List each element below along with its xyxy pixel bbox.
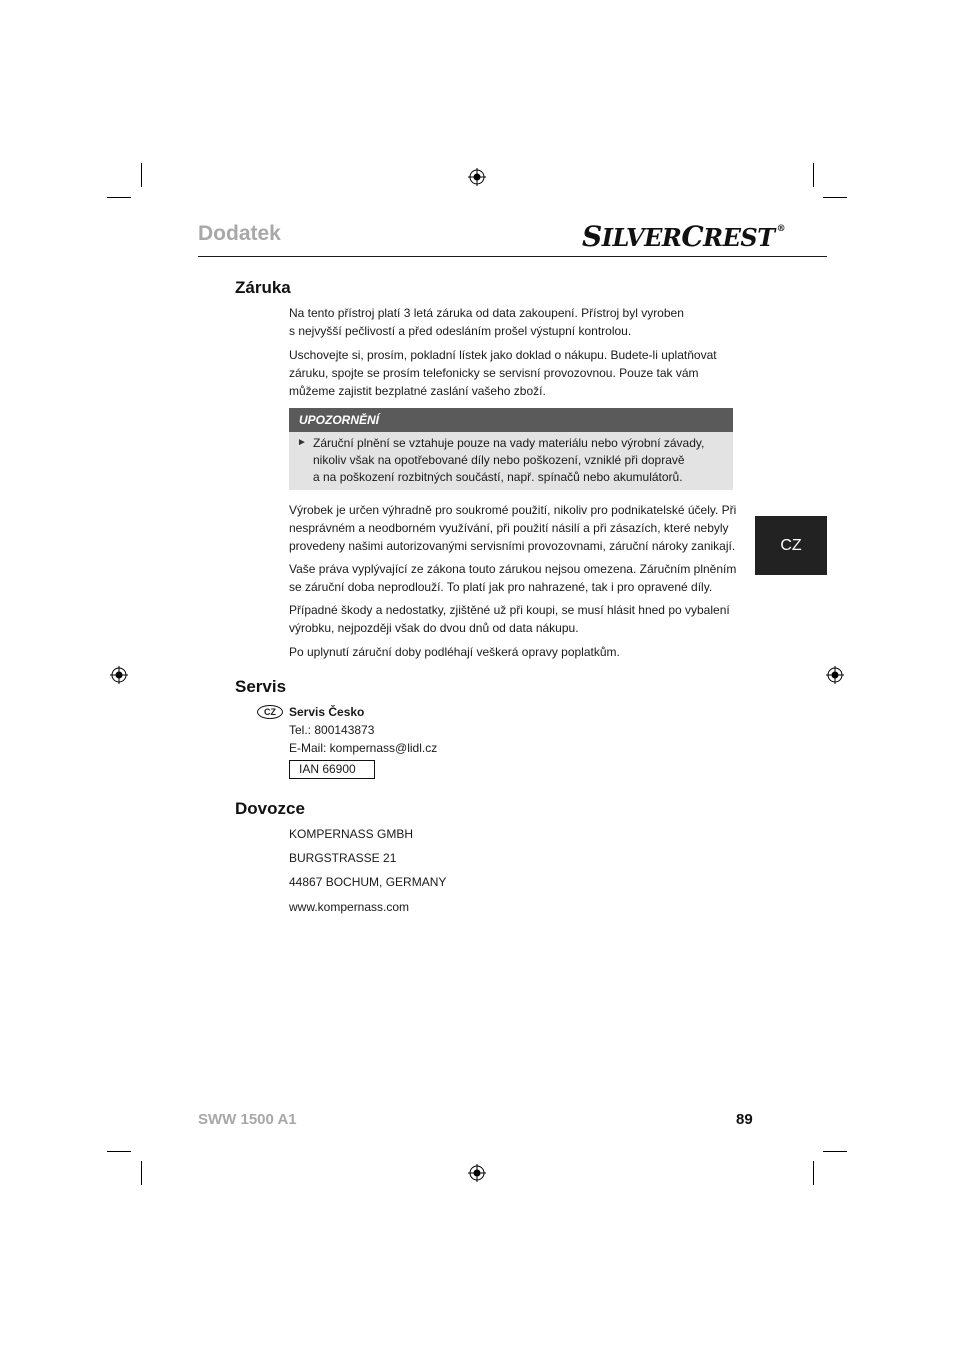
importer-city: 44867 BOCHUM, GERMANY	[289, 875, 447, 889]
bullet-arrow-icon: ►	[297, 437, 307, 448]
importer-company: KOMPERNASS GMBH	[289, 827, 414, 841]
importer-street: BURGSTRASSE 21	[289, 851, 397, 865]
header-divider	[198, 256, 827, 257]
registration-mark-icon	[468, 1164, 486, 1182]
warranty-paragraph-3: Výrobek je určen výhradně pro soukromé použití, nikoliv pro podnikatelské účely. Při nesprávném a neodborném využívání, při použití násilí a při zásazích, které nebyly provedeny našimi autorizovanými servisními provozovnami, záruční nároky zanikají.	[289, 503, 737, 553]
crop-mark	[813, 1161, 814, 1185]
brand-logo: SILVERCREST ®	[582, 220, 786, 253]
warranty-heading: Záruka	[235, 278, 291, 297]
importer-heading: Dovozce	[235, 799, 305, 818]
crop-mark	[813, 163, 814, 187]
crop-mark	[141, 1161, 142, 1185]
footer-model: SWW 1500 A1	[198, 1111, 297, 1128]
service-name: Servis Česko	[289, 705, 365, 719]
importer-website: www.kompernass.com	[289, 900, 410, 914]
service-phone: Tel.: 800143873	[289, 723, 375, 737]
crop-mark	[107, 197, 131, 198]
crop-mark	[107, 1151, 131, 1152]
warranty-paragraph-5: Případné škody a nedostatky, zjištěné už při koupi, se musí hlásit hned po vybalení výrobku, nejpozději však do dvou dnů od data nákupu.	[289, 603, 730, 635]
registration-mark-icon	[826, 666, 844, 684]
language-tab: CZ	[755, 516, 827, 575]
warranty-paragraph-1: Na tento přístroj platí 3 letá záruka od data zakoupení. Přístroj byl vyroben s nejvyšší pečlivostí a před odesláním prošel výstupní kontrolou.	[289, 306, 684, 338]
warranty-paragraph-6: Po uplynutí záruční doby podléhají veškerá opravy poplatkům.	[289, 645, 620, 659]
page-number: 89	[736, 1111, 753, 1128]
service-email: E-Mail: kompernass@lidl.cz	[289, 741, 438, 755]
warranty-paragraph-2: Uschovejte si, prosím, pokladní lístek jako doklad o nákupu. Budete-li uplatňovat záruku, spojte se prosím telefonicky se servisní provozovnou. Pouze tak vám můžeme zajistit bezplatné zaslání vašeho zboží.	[289, 348, 717, 398]
notice-text: Záruční plnění se vztahuje pouze na vady materiálu nebo výrobní závady, nikoliv však na opotřebované díly nebo poškození, vzniklé při dopravě a na poškození rozbitných součástí, např. spínačů nebo akumulátorů.	[313, 436, 705, 484]
registration-mark-icon	[110, 666, 128, 684]
ian-number: IAN 66900	[289, 760, 375, 779]
section-title: Dodatek	[198, 222, 281, 245]
service-heading: Servis	[235, 677, 287, 696]
country-badge: CZ	[257, 705, 283, 719]
crop-mark	[823, 197, 847, 198]
warranty-paragraph-4: Vaše práva vyplývající ze zákona touto zárukou nejsou omezena. Záručním plněním se záruční doba neprodlouží. To platí jak pro nahrazené, tak i pro opravené díly.	[289, 562, 737, 594]
crop-mark	[823, 1151, 847, 1152]
notice-title: UPOZORNĚNÍ	[289, 408, 733, 432]
registration-mark-icon	[468, 168, 486, 186]
crop-mark	[141, 163, 142, 187]
